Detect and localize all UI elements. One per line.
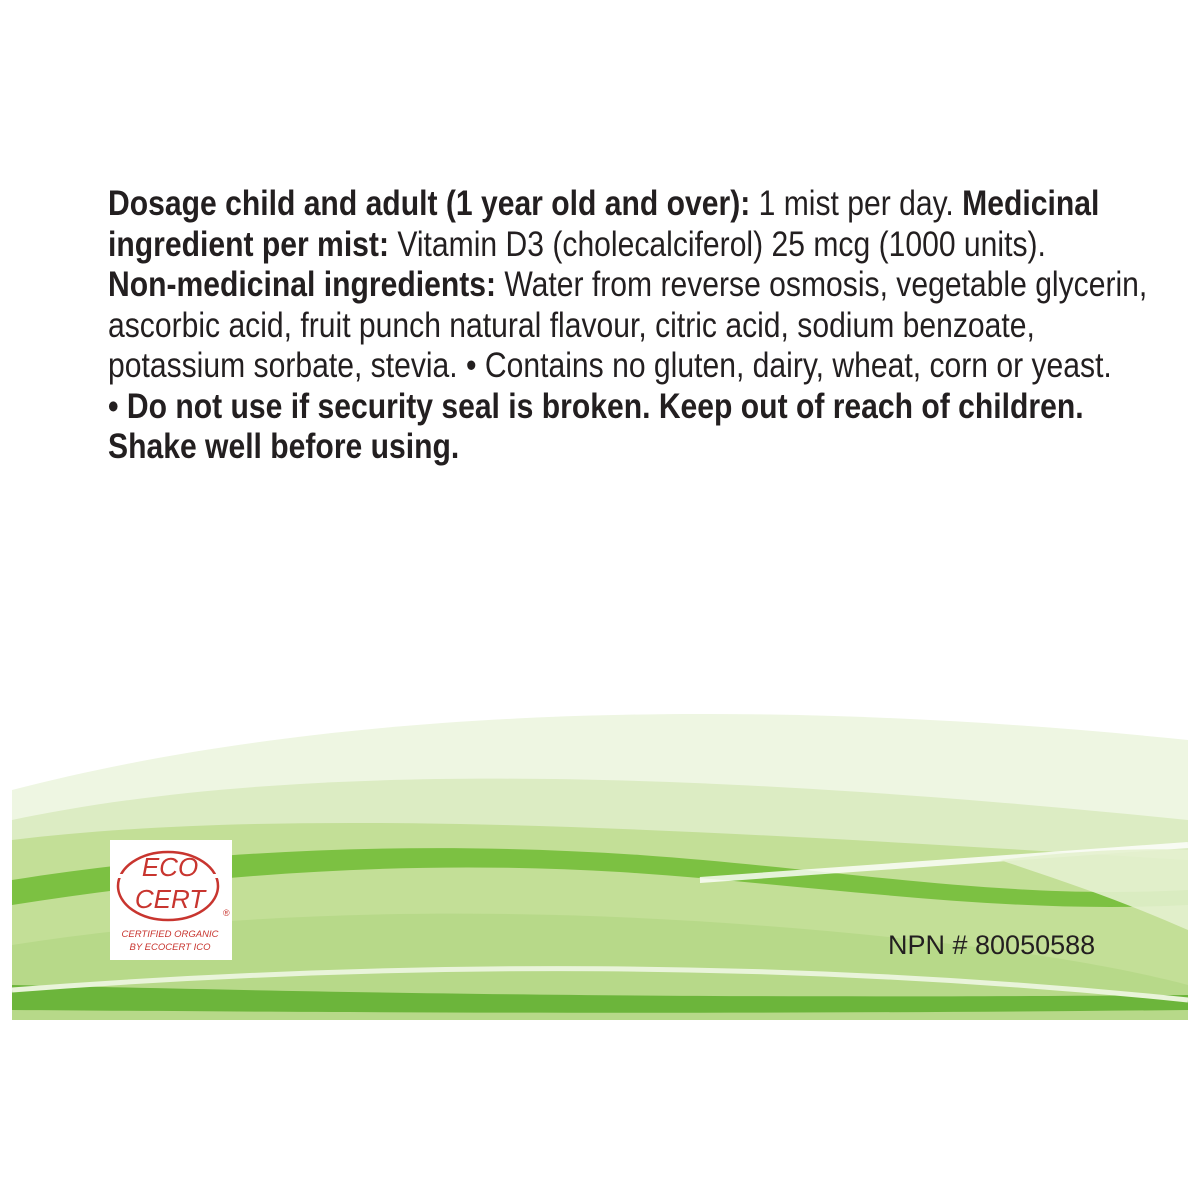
medicinal-text: Vitamin D3 (cholecalciferol) 25 mcg (1000 units). bbox=[388, 224, 1046, 264]
medicinal-heading-part2: ingredient per mist: bbox=[108, 224, 389, 264]
ecocert-logo bbox=[110, 840, 232, 960]
ecocert-logo-icon bbox=[110, 840, 232, 960]
warning-1: • Do not use if security seal is broken. Keep out of reach of children. bbox=[108, 386, 1084, 426]
nonmedicinal-text-2: ascorbic acid, fruit punch natural flavour, citric acid, sodium benzoate, bbox=[108, 305, 1035, 345]
warning-line-1 bbox=[108, 386, 1084, 428]
ecocert-registered: ® bbox=[223, 908, 230, 918]
label-line-1 bbox=[108, 184, 1100, 225]
ecocert-line1: ECO bbox=[141, 852, 199, 882]
nonmedicinal-text-3: potassium sorbate, stevia. • Contains no gluten, dairy, wheat, corn or yeast. bbox=[108, 346, 1112, 385]
medicinal-heading-part1: Medicinal bbox=[962, 184, 1100, 223]
warning-2: Shake well before using. bbox=[108, 427, 460, 466]
label-line-2 bbox=[108, 224, 1046, 266]
dosage-text: 1 mist per day. bbox=[750, 184, 963, 223]
npn-number: NPN # 80050588 bbox=[888, 930, 1096, 960]
ecocert-caption2: BY ECOCERT ICO bbox=[129, 942, 211, 953]
ecocert-caption1: CERTIFIED ORGANIC bbox=[121, 929, 219, 940]
nonmedicinal-heading: Non-medicinal ingredients: bbox=[108, 265, 496, 304]
ecocert-line2: CERT bbox=[134, 884, 206, 914]
warning-line-2 bbox=[108, 427, 1037, 468]
label-line-3 bbox=[108, 265, 1148, 306]
product-label-text bbox=[108, 184, 1148, 468]
nonmedicinal-text-1: Water from reverse osmosis, vegetable glycerin, bbox=[495, 265, 1148, 304]
dosage-heading: Dosage child and adult (1 year old and over): bbox=[108, 184, 751, 223]
